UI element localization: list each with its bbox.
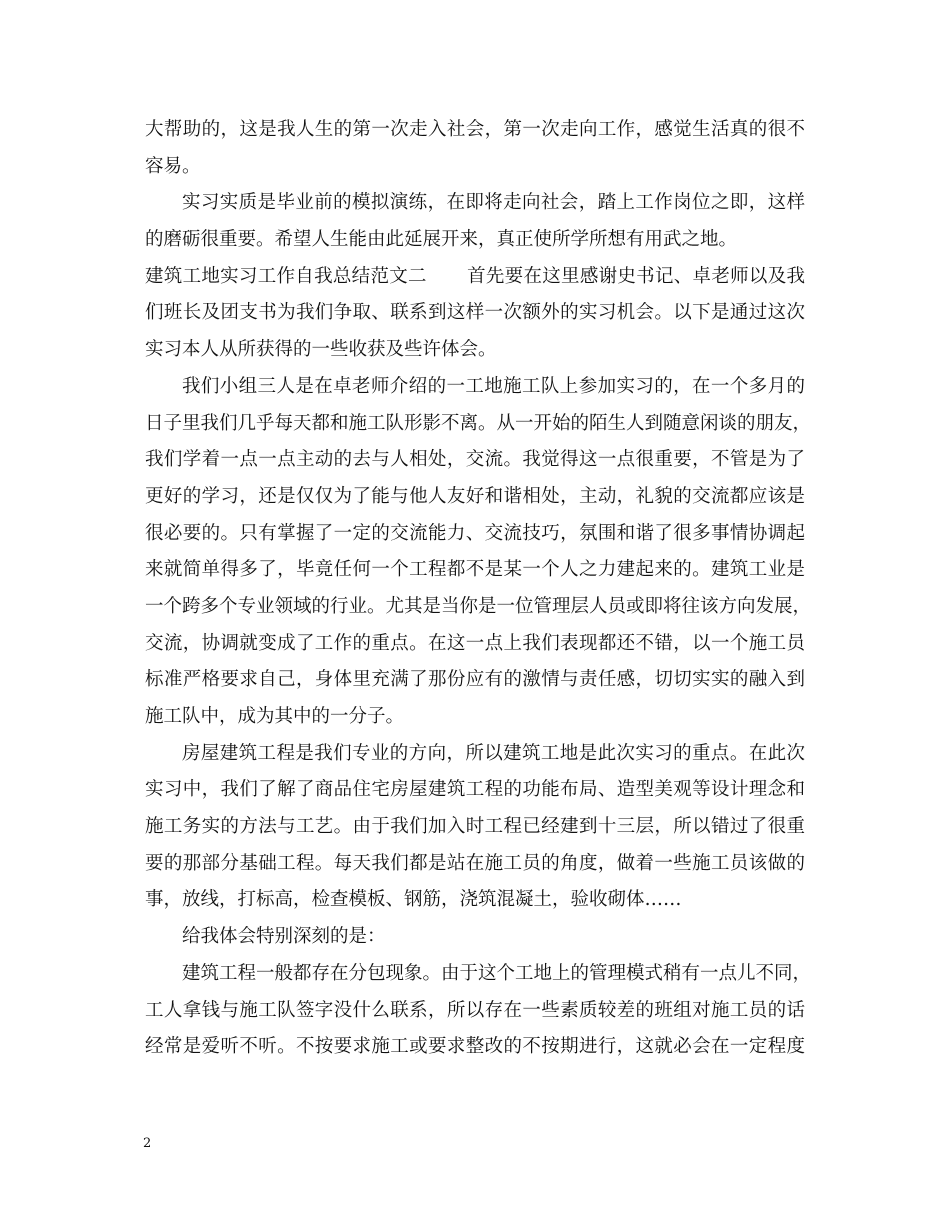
text-line: 房屋建筑工程是我们专业的方向，所以建筑工地是此次实习的重点。在此次 <box>182 742 805 764</box>
text-line: 实习本人从所获得的一些收获及些许体会。 <box>145 339 497 361</box>
text-line: 经常是爱听不听。不按要求施工或要求整改的不按期进行，这就必会在一定程度 <box>145 1036 805 1058</box>
text-line: 工人拿钱与施工队签字没什么联系，所以存在一些素质较差的班组对施工员的话 <box>145 999 805 1021</box>
text-line: 很必要的。只有掌握了一定的交流能力、交流技巧，氛围和谐了很多事情协调起 <box>145 522 805 544</box>
text-line: 更好的学习，还是仅仅为了能与他人友好和谐相处，主动，礼貌的交流都应该是 <box>145 485 805 507</box>
text-line: 大帮助的，这是我人生的第一次走入社会，第一次走向工作，感觉生活真的很不 <box>145 119 805 140</box>
text-line: 标准严格要求自己，身体里充满了那份应有的激情与责任感，切切实实的融入到 <box>145 669 805 691</box>
text-line: 建筑工程一般都存在分包现象。由于这个工地上的管理模式稍有一点儿不同， <box>182 962 812 984</box>
text-line: 来就简单得多了，毕竟任何一个工程都不是某一个人之力建起来的。建筑工业是 <box>145 559 805 581</box>
body-text <box>145 112 812 1066</box>
text-line: 我们学着一点一点主动的去与人相处，交流。我觉得这一点很重要，不管是为了 <box>145 449 805 471</box>
section-title: 建筑工地实习工作自我总结范文二 <box>145 265 427 287</box>
text-line: 事，放线，打标高，检查模板、钢筋，浇筑混凝土，验收砌体…… <box>145 889 682 911</box>
text-line-content: 首先要在这里感谢史书记、卓老师以及我 <box>466 265 805 287</box>
text-line: 我们小组三人是在卓老师介绍的一工地施工队上参加实习的，在一个多月的 <box>182 375 805 397</box>
text-line: 施工队中，成为其中的一分子。 <box>145 706 405 727</box>
text-line: 的磨砺很重要。希望人生能由此延展开来，真正使所学所想有用武之地。 <box>145 229 738 251</box>
text-line: 给我体会特别深刻的是： <box>182 926 386 948</box>
text-line: 施工务实的方法与工艺。由于我们加入时工程已经建到十三层，所以错过了很重 <box>145 816 805 838</box>
text-line: 实习中，我们了解了商品住宅房屋建筑工程的功能布局、造型美观等设计理念和 <box>145 779 805 801</box>
text-line: 们班长及团支书为我们争取、联系到这样一次额外的实习机会。以下是通过这次 <box>145 302 805 324</box>
text-line: 日子里我们几乎每天都和施工队形影不离。从一开始的陌生人到随意闲谈的朋友， <box>145 412 812 434</box>
text-line: 一个跨多个专业领域的行业。尤其是当你是一位管理层人员或即将往该方向发展， <box>145 595 812 617</box>
text-line: 交流，协调就变成了工作的重点。在这一点上我们表现都还不错，以一个施工员 <box>145 632 805 654</box>
text-line: 要的那部分基础工程。每天我们都是站在施工员的角度，做着一些施工员该做的 <box>145 852 805 874</box>
page-number: 2 <box>143 1136 152 1151</box>
text-line <box>145 259 805 296</box>
text-line: 容易。 <box>145 155 201 177</box>
text-line: 实习实质是毕业前的模拟演练，在即将走向社会，踏上工作岗位之即，这样 <box>182 192 805 214</box>
